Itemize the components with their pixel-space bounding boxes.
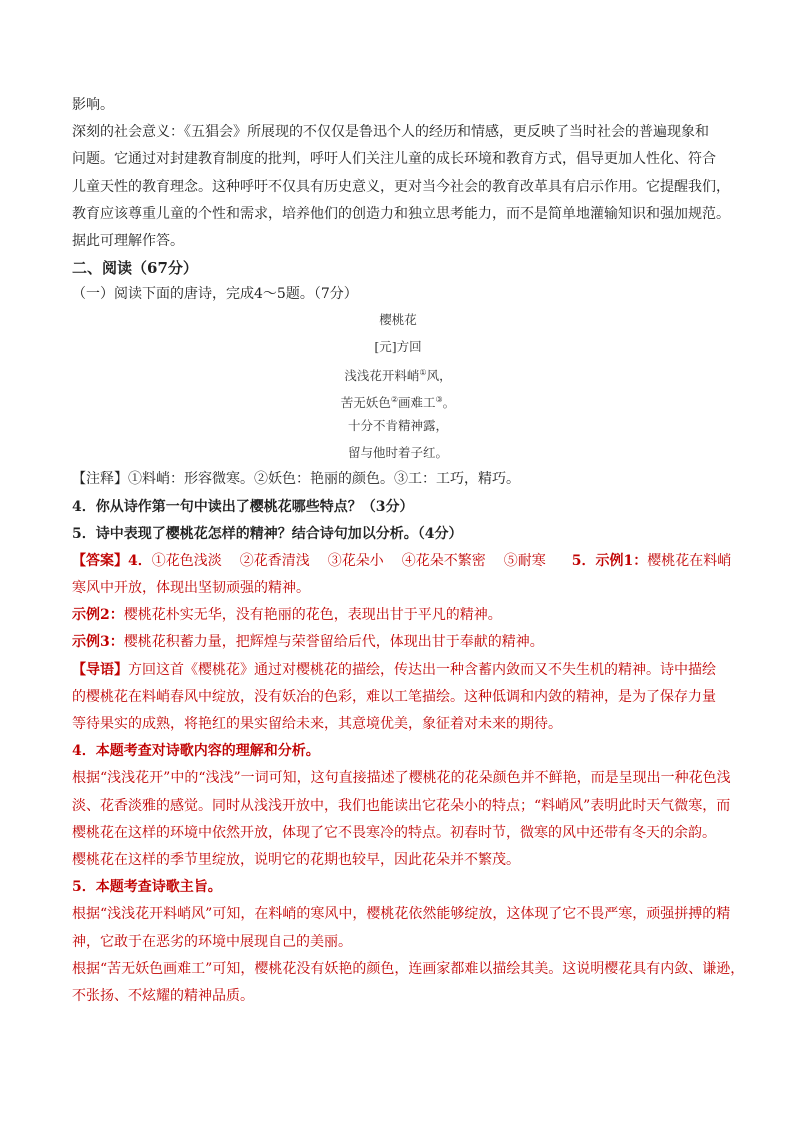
analysis-line: 根据“浅浅花开”中的“浅浅”一词可知，这句直接描述了樱桃花的花朵颜色并不鲜艳，而是呈现出一种花色浅 (72, 770, 731, 787)
notes-label: 【注释】 (72, 471, 128, 488)
poem-line: 浅浅花开料峭①风， (344, 368, 452, 384)
paragraph-line: 深刻的社会意义：《五猖会》所展现的不仅仅是鲁迅个人的经历和情感，更反映了当时社会的普遍现象和 (72, 124, 709, 141)
poem-line: 苦无妖色②画难工③。 (340, 394, 456, 410)
footnote-marker: ② (390, 394, 398, 404)
paragraph-line: 据此可理解作答。 (72, 232, 184, 249)
answer-line: 寒风中开放，体现出坚韧顽强的精神。 (72, 580, 310, 597)
poem-author: [元]方回 (374, 338, 422, 354)
poem (72, 307, 724, 466)
answer-line: 【答案】4．①花色浅淡 ②花香清浅 ③花朵小 ④花朵不繁密 ⑤耐寒 5．示例1：樱桃花在料峭 (72, 552, 732, 569)
paragraph-line: 教育应该尊重儿童的个性和需求，培养他们的创造力和独立思考能力，而不是简单地灌输知识和强加规范。 (72, 205, 730, 222)
analysis-line: 根据“浅浅花开料峭风”可知，在料峭的寒风中，樱桃花依然能够绽放，这体现了它不畏严寒，顽强拼搏的精 (72, 906, 731, 923)
question-5: 5．诗中表现了樱桃花怎样的精神？结合诗句加以分析。（4分） (72, 525, 463, 542)
analysis-line: 神，它敢于在恶劣的环境中展现自己的美丽。 (72, 933, 352, 950)
answer-line: 示例2：樱桃花朴实无华，没有艳丽的花色，表现出甘于平凡的精神。 (72, 607, 502, 624)
paragraph-line: 儿童天性的教育理念。这种呼吁不仅具有历史意义，更对当今社会的教育改革具有启示作用。它提醒我们， (72, 178, 730, 195)
poem-title: 樱桃花 (379, 312, 417, 328)
analysis-4-title: 4．本题考查对诗歌内容的理解和分析。 (72, 743, 320, 760)
analysis-line: 根据“苦无妖色画难工”可知，樱桃花没有妖艳的颜色，连画家都难以描绘其美。这说明樱花具有内敛、谦逊， (72, 960, 745, 977)
guide-line: 【导语】方回这首《樱桃花》通过对樱桃花的描绘，传达出一种含蓄内敛而又不失生机的精神。诗中描绘 (72, 661, 716, 678)
footnote-marker: ③ (435, 394, 443, 404)
paragraph-line: 影响。 (72, 97, 114, 113)
guide-label: 【导语】 (72, 661, 128, 678)
guide-line: 等待果实的成熟，将艳红的果实留给未来，其意境优美，象征着对未来的期待。 (72, 716, 562, 732)
subsection-instruction: （一）阅读下面的唐诗，完成4～5题。（7分） (72, 286, 358, 303)
notes (72, 466, 724, 493)
notes-text: ①料峭：形容微寒。②妖色：艳丽的颜色。③工：工巧，精巧。 (128, 471, 520, 488)
analysis-line: 樱桃花在这样的环境中依然开放，体现了它不畏寒冷的特点。初春时节，微寒的风中还带有冬天的余韵。 (72, 824, 716, 841)
section-title: 二、阅读（67分） (72, 259, 198, 278)
question-4: 4．你从诗作第一句中读出了樱桃花哪些特点？（3分） (72, 498, 414, 515)
analysis-line: 不张扬、不炫耀的精神品质。 (72, 987, 254, 1004)
poem-line: 十分不肯精神露， (347, 418, 448, 434)
analysis-5-title: 5．本题考查诗歌主旨。 (72, 879, 222, 896)
poem-line: 留与他时着子红。 (347, 444, 448, 460)
analysis-line: 淡、花香淡雅的感觉。同时从浅浅开放中，我们也能读出它花朵小的特点；“料峭风”表明此时天气微寒，而 (72, 797, 731, 814)
footnote-marker: ① (419, 368, 427, 378)
analysis-line: 樱桃花在这样的季节里绽放，说明它的花期也较早，因此花朵并不繁茂。 (72, 851, 520, 868)
paragraph-line: 问题。它通过对封建教育制度的批判，呼吁人们关注儿童的成长环境和教育方式，倡导更加人性化、符合 (72, 151, 716, 168)
answer-line: 示例3：樱桃花积蓄力量，把辉煌与荣誉留给后代，体现出甘于奉献的精神。 (72, 634, 544, 651)
answer-label: 【答案】 (72, 552, 128, 569)
guide-line: 的樱桃花在料峭春风中绽放，没有妖冶的色彩，难以工笔描绘。这种低调和内敛的精神，是为了保存力量 (72, 688, 716, 705)
document-page (72, 92, 745, 1010)
